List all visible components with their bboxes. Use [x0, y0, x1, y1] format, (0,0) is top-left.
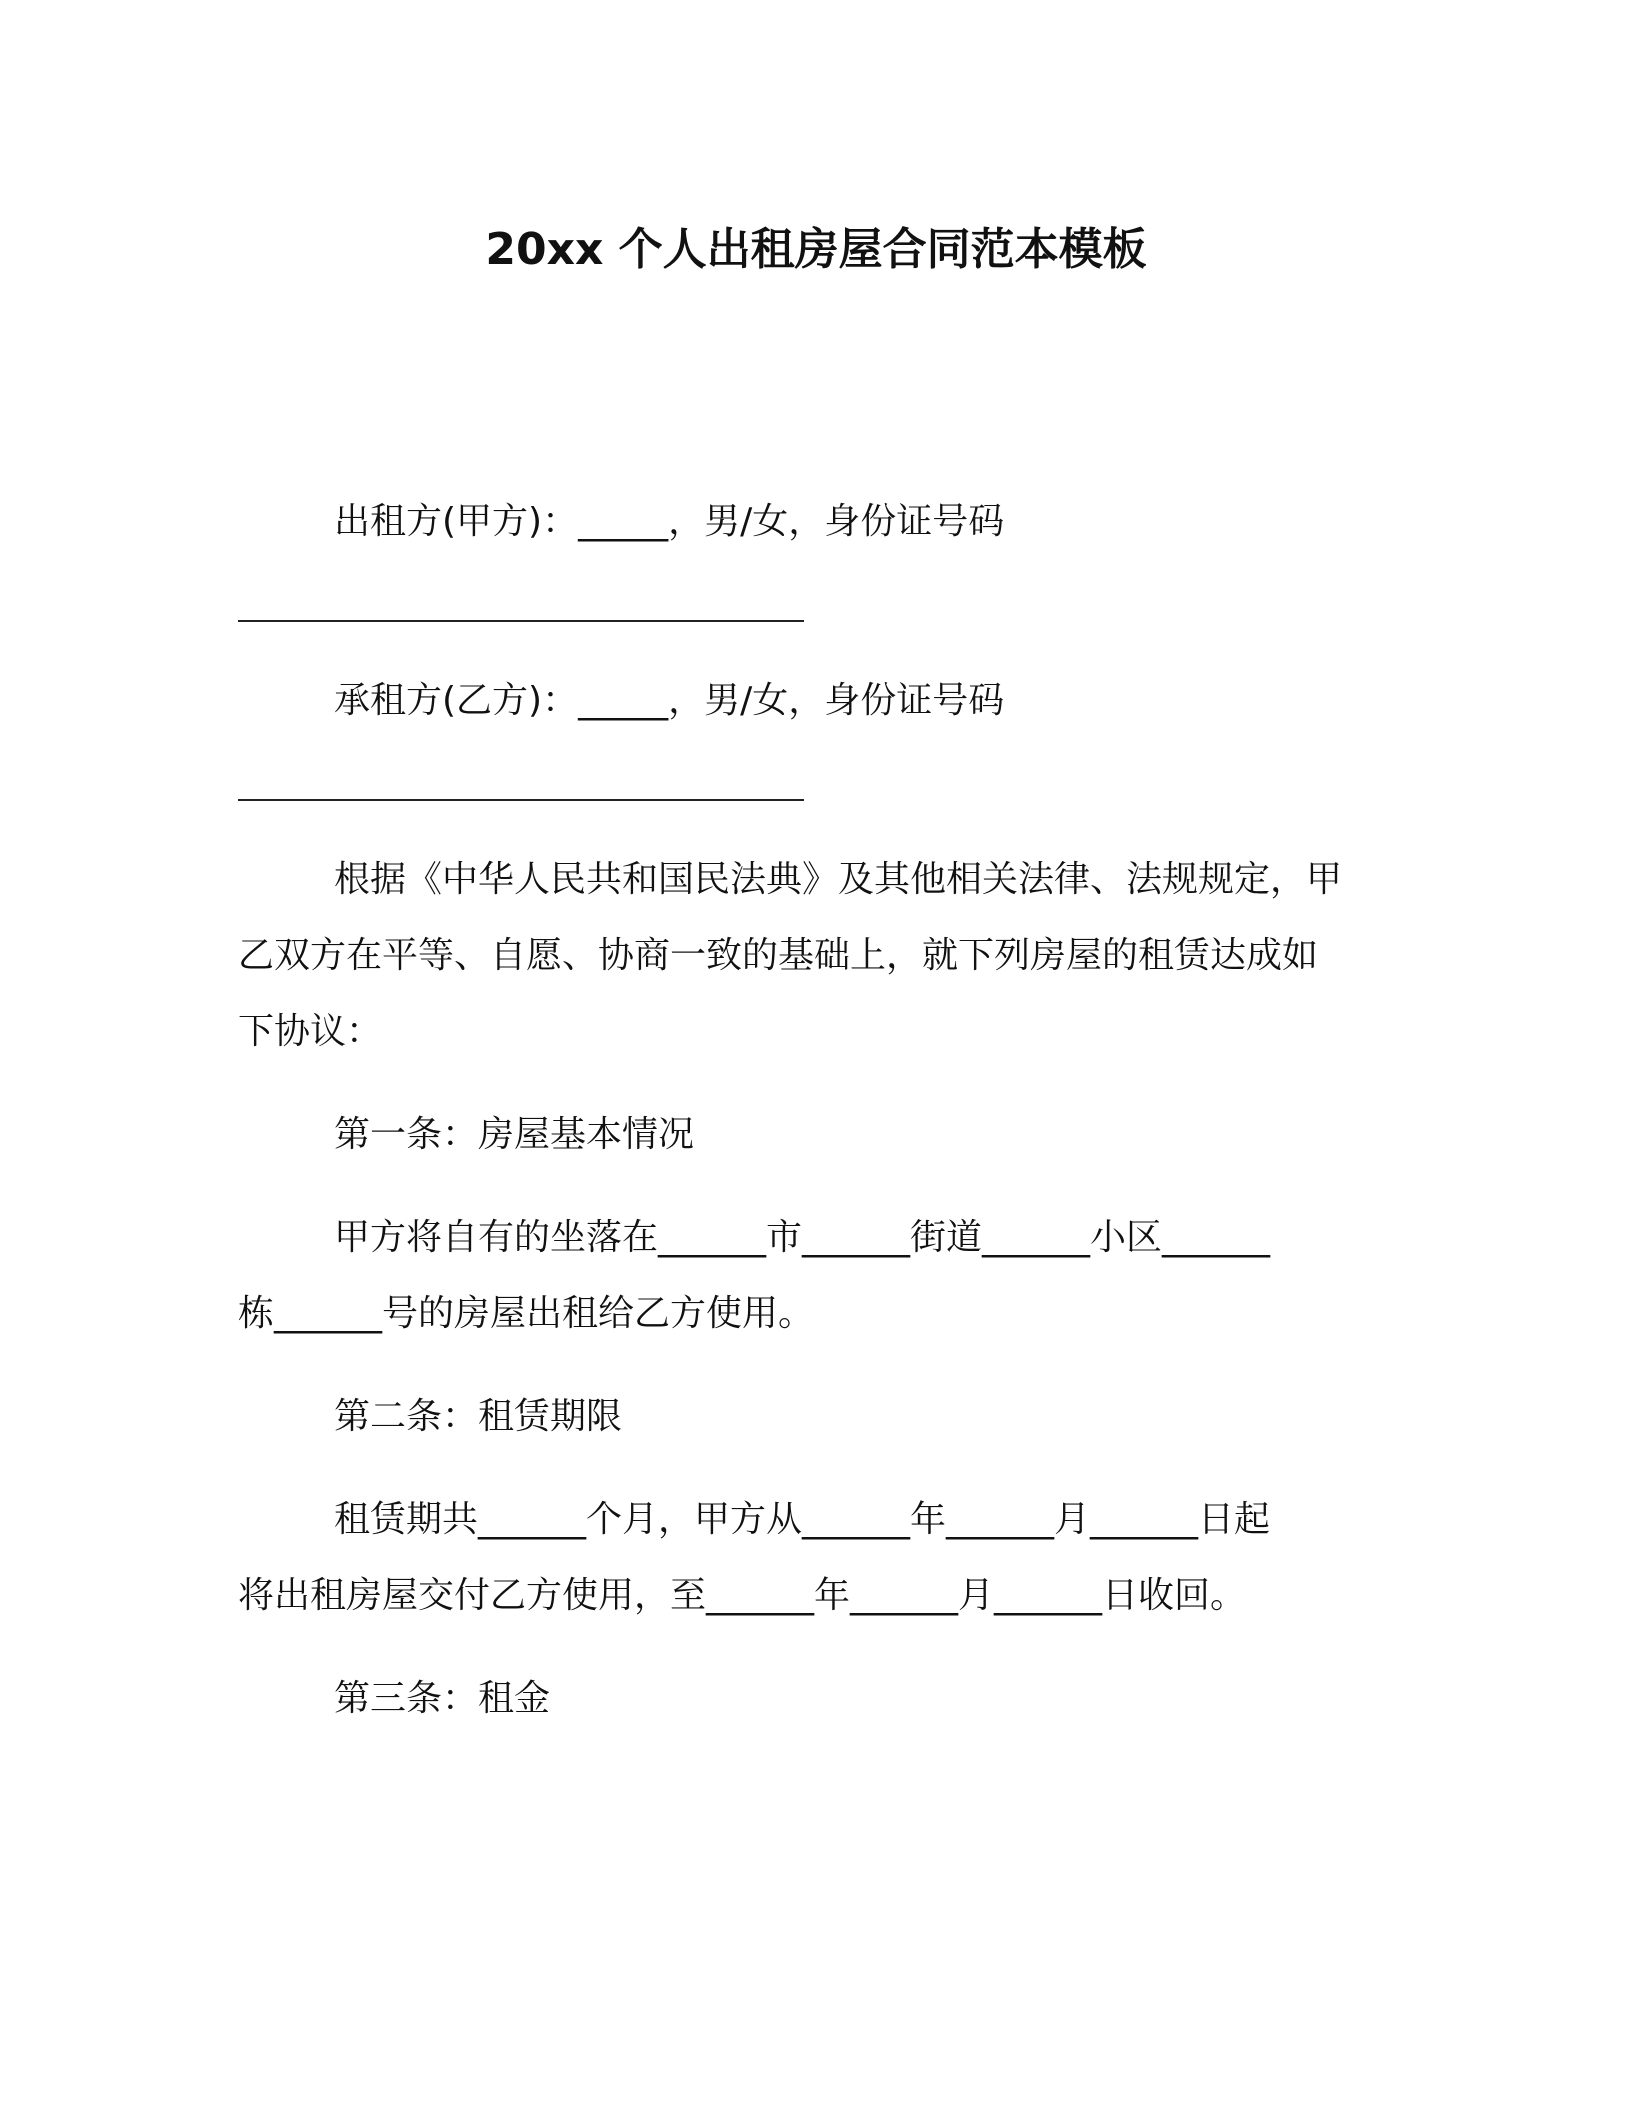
lessor-id-blank	[238, 620, 804, 622]
document-title: 20xx 个人出租房屋合同范本模板	[485, 224, 1147, 275]
preamble-line-2: 乙双方在平等、自愿、协商一致的基础上，就下列房屋的租赁达成如	[238, 935, 1319, 976]
preamble-line-1: 根据《中华人民共和国民法典》及其他相关法律、法规规定，甲	[334, 859, 1343, 900]
article1-line-1: 甲方将自有的坐落在______市______街道______小区______	[334, 1217, 1271, 1258]
preamble-line-3: 下协议：	[238, 1011, 383, 1052]
article2-line-2: 将出租房屋交付乙方使用，至______年______月______日收回。	[238, 1575, 1247, 1616]
article1-heading: 第一条：房屋基本情况	[334, 1114, 695, 1155]
article1-line-2: 栋______号的房屋出租给乙方使用。	[238, 1293, 815, 1334]
article3-heading: 第三条：租金	[334, 1678, 551, 1719]
lessee-line: 承租方(乙方)：_____，男/女，身份证号码	[334, 680, 1005, 721]
lessor-line: 出租方(甲方)：_____，男/女，身份证号码	[334, 501, 1005, 542]
article2-line-1: 租赁期共______个月，甲方从______年______月______日起	[334, 1499, 1271, 1540]
lessee-id-blank	[238, 799, 804, 801]
article2-heading: 第二条：租赁期限	[334, 1396, 623, 1437]
